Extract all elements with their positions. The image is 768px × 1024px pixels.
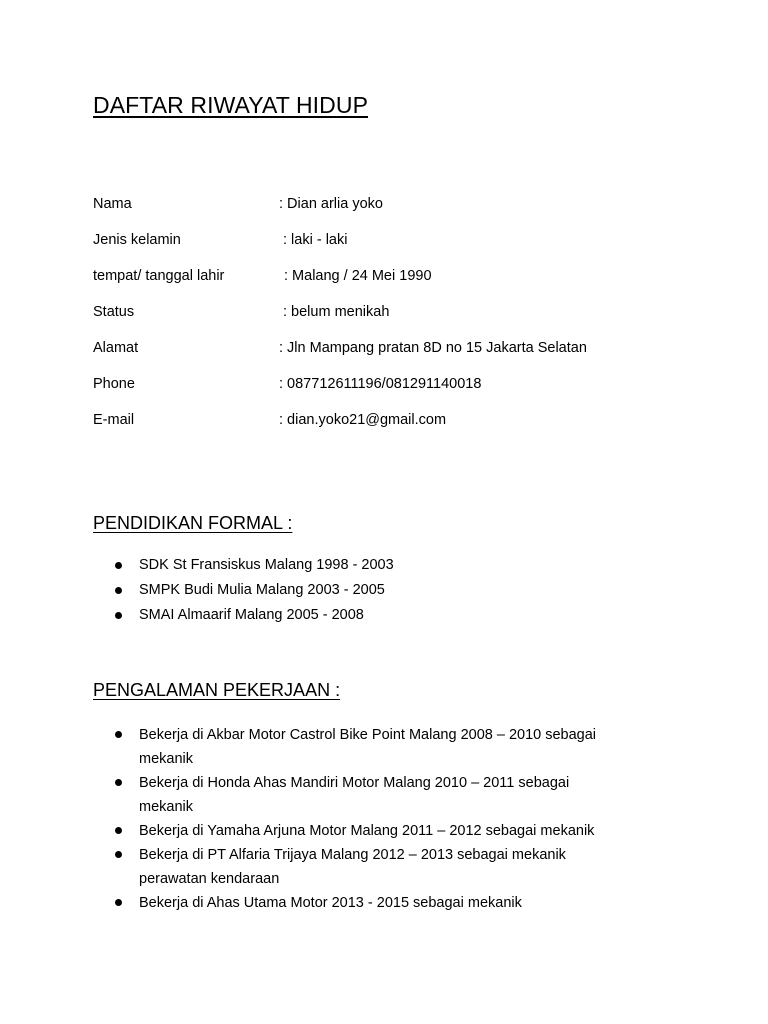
info-label: Alamat	[93, 340, 139, 356]
info-value: : laki - laki	[283, 232, 348, 248]
list-item-text-continued: mekanik	[139, 799, 193, 815]
work-experience-list	[115, 723, 675, 915]
info-value: : belum menikah	[283, 304, 390, 320]
list-item	[115, 771, 675, 819]
list-item	[115, 891, 675, 915]
info-row-nama	[93, 193, 713, 229]
info-row-email	[93, 409, 713, 445]
info-label: E-mail	[93, 412, 135, 428]
list-item-text: Bekerja di Honda Ahas Mandiri Motor Malang 2010 – 2011 sebagai	[139, 775, 570, 791]
info-value: : dian.yoko21@gmail.com	[279, 412, 447, 428]
info-value: : 087712611196/081291140018	[279, 376, 482, 392]
list-item	[115, 603, 394, 628]
info-row-status	[93, 301, 713, 337]
list-item-text: Bekerja di PT Alfaria Trijaya Malang 2012 – 2013 sebagai mekanik	[139, 847, 566, 863]
list-item-text: SDK St Fransiskus Malang 1998 - 2003	[139, 557, 394, 573]
info-row-jenis-kelamin	[93, 229, 713, 265]
list-item-text: SMPK Budi Mulia Malang 2003 - 2005	[139, 582, 385, 598]
education-list	[115, 553, 394, 628]
list-item	[115, 578, 394, 603]
info-value: : Jln Mampang pratan 8D no 15 Jakarta Selatan	[279, 340, 587, 356]
info-value: : Dian arlia yoko	[279, 196, 383, 212]
info-row-tempat-tanggal-lahir	[93, 265, 713, 301]
info-label: Nama	[93, 196, 132, 212]
education-heading: PENDIDIKAN FORMAL :	[93, 513, 293, 533]
bullet-icon	[115, 851, 122, 858]
bullet-icon	[115, 779, 122, 786]
work-experience-heading: PENGALAMAN PEKERJAAN :	[93, 680, 341, 700]
document-title: DAFTAR RIWAYAT HIDUP	[93, 92, 369, 118]
list-item-text: Bekerja di Ahas Utama Motor 2013 - 2015 sebagai mekanik	[139, 895, 522, 911]
list-item-text: Bekerja di Akbar Motor Castrol Bike Point Malang 2008 – 2010 sebagai	[139, 727, 597, 743]
bullet-icon	[115, 731, 122, 738]
bullet-icon	[115, 899, 122, 906]
info-label: Jenis kelamin	[93, 232, 181, 248]
bullet-icon	[115, 562, 122, 569]
list-item-text-continued: mekanik	[139, 751, 193, 767]
bullet-icon	[115, 587, 122, 594]
list-item	[115, 843, 675, 891]
info-label: Phone	[93, 376, 135, 392]
bullet-icon	[115, 827, 122, 834]
list-item	[115, 819, 675, 843]
personal-info	[93, 193, 713, 445]
list-item	[115, 723, 675, 771]
list-item-text-continued: perawatan kendaraan	[139, 871, 280, 887]
info-value: : Malang / 24 Mei 1990	[284, 268, 432, 284]
bullet-icon	[115, 612, 122, 619]
list-item-text: Bekerja di Yamaha Arjuna Motor Malang 2011 – 2012 sebagai mekanik	[139, 823, 595, 839]
info-label: tempat/ tanggal lahir	[93, 268, 225, 284]
info-label: Status	[93, 304, 135, 320]
info-row-alamat	[93, 337, 713, 373]
info-row-phone	[93, 373, 713, 409]
list-item-text: SMAI Almaarif Malang 2005 - 2008	[139, 607, 364, 623]
list-item	[115, 553, 394, 578]
